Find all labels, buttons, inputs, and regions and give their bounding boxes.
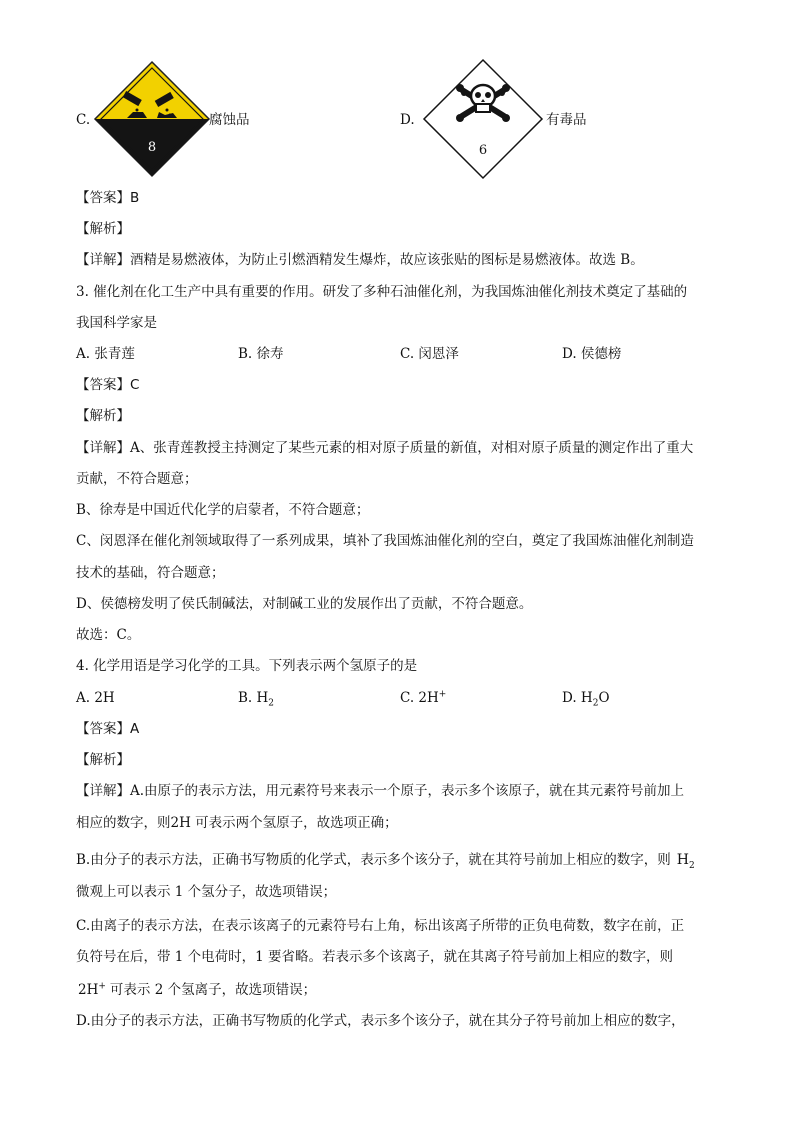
q4-b-formula-h: H [676, 852, 689, 868]
q2-analysis-heading: 【解析】 [76, 221, 130, 237]
q3-stem-line1: 3. 催化剂在化工生产中具有重要的作用。研发了多种石油催化剂，为我国炼油催化剂技术奠定了基础的 [76, 284, 688, 300]
q4-option-c-prefix: C. 2H [400, 690, 439, 706]
q3-c-explanation-line2: 技术的基础，符合题意； [76, 565, 225, 581]
q3-b-explanation: B、徐寿是中国近代化学的启蒙者，不符合题意； [76, 502, 370, 518]
q2-answer: 【答案】B [76, 190, 140, 206]
q3-conclusion: 故选：C。 [76, 627, 141, 643]
q4-b-formula [676, 852, 695, 871]
q4-option-c-sup: + [438, 689, 447, 700]
q4-c-line3-text: 可表示 2 个氢离子，故选项错误； [109, 982, 317, 998]
q4-answer: 【答案】A [76, 721, 140, 737]
q4-c-explanation-line1: C.由离子的表示方法，在表示该离子的元素符号右上角，标出该离子所带的正负电荷数，数字在前，正 [76, 918, 685, 934]
q2-detail: 【详解】酒精是易燃液体，为防止引燃酒精发生爆炸，故应该张贴的图标是易燃液体。故选 B。 [76, 252, 644, 268]
q4-option-d-sub: 2 [592, 698, 599, 709]
q3-option-a: A. 张青莲 [76, 346, 135, 362]
q4-option-b-prefix: B. H [238, 690, 269, 706]
option-d-label: 有毒品 [546, 112, 587, 128]
q4-option-a: A. 2H [76, 690, 115, 706]
q4-stem: 4. 化学用语是学习化学的工具。下列表示两个氢原子的是 [76, 658, 418, 674]
corrosive-hazard-sign-icon [93, 60, 211, 178]
sign-number-6: 6 [478, 143, 488, 158]
q4-c-formula-main: 2H [78, 982, 99, 998]
q4-c-explanation-line3 [76, 980, 316, 1000]
sign-outline [424, 60, 542, 178]
q4-c-explanation-line2: 负符号在后，带 1 个电荷时，1 要省略。若表示多个该离子，就在其离子符号前加上相应的数字，则 [76, 949, 674, 965]
q4-a-explanation-line1: 【详解】A.由原子的表示方法，用元素符号来表示一个原子，表示多个该原子，就在其元素符号前加上 [76, 783, 685, 799]
q4-d-explanation-line1: D.由分子的表示方法，正确书写物质的化学式，表示多个该分子，就在其分子符号前加上相应的数字， [76, 1013, 685, 1029]
q4-a-explanation-line2: 相应的数字，则2H 可表示两个氢原子，故选项正确； [76, 815, 398, 831]
q4-option-d-prefix: D. H [562, 690, 593, 706]
q4-option-d [562, 688, 610, 708]
q4-b-formula-sub: 2 [688, 860, 695, 871]
option-c-letter: C. [76, 112, 91, 128]
q4-b-explanation-line2: 微观上可以表示 1 个氢分子，故选项错误； [76, 884, 337, 900]
q3-stem-line2: 我国科学家是 [76, 315, 157, 331]
q3-analysis-heading: 【解析】 [76, 408, 130, 424]
q4-option-c [400, 688, 446, 708]
sign-number-8: 8 [147, 140, 157, 155]
q4-option-b-sub: 2 [268, 698, 275, 709]
q4-b-text: B.由分子的表示方法，正确书写物质的化学式，表示多个该分子，就在其符号前加上相应的数字，则 [76, 852, 671, 868]
q4-option-b [238, 688, 274, 708]
q4-analysis-heading: 【解析】 [76, 752, 130, 768]
q3-option-b: B. 徐寿 [238, 346, 284, 362]
option-d-letter: D. [400, 112, 415, 128]
q3-detail-line1: 【详解】A、张青莲教授主持测定了某些元素的相对原子质量的新值，对相对原子质量的测定作出了重大 [76, 440, 694, 456]
q3-d-explanation: D、侯德榜发明了侯氏制碱法，对制碱工业的发展作出了贡献，不符合题意。 [76, 596, 533, 612]
q3-answer: 【答案】C [76, 377, 140, 393]
q3-detail-line2: 贡献，不符合题意； [76, 471, 198, 487]
toxic-skull-hazard-sign-icon [422, 58, 544, 180]
q3-option-c: C. 闵恩泽 [400, 346, 459, 362]
q4-option-d-suffix: O [598, 690, 610, 706]
q4-c-formula [78, 982, 106, 998]
q4-b-explanation-line1 [76, 850, 695, 870]
q3-option-d: D. 侯德榜 [562, 346, 622, 362]
option-c-label: 腐蚀品 [209, 112, 250, 128]
q4-c-formula-sup: + [98, 981, 106, 992]
q3-c-explanation-line1: C、闵恩泽在催化剂领域取得了一系列成果，填补了我国炼油催化剂的空白，奠定了我国炼油催化剂制造 [76, 533, 694, 549]
